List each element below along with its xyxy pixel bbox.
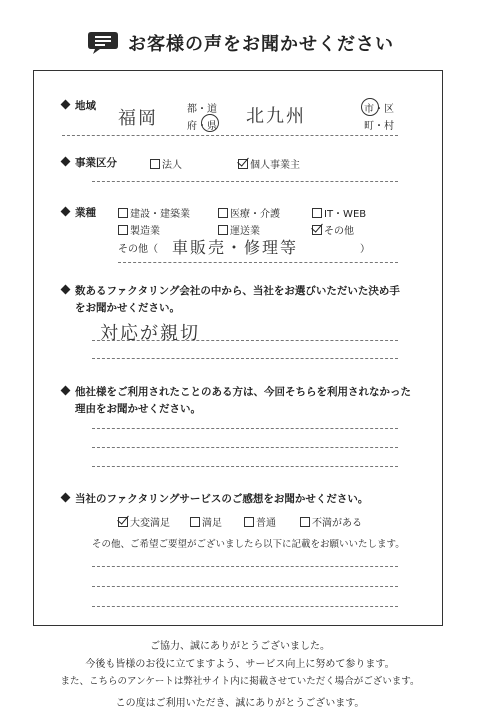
q-other-heading: 他社様をご利用されたことのある方は、今回そちらを利用されなかった <box>62 384 432 399</box>
other-line-1 <box>92 428 398 429</box>
other-line-3 <box>92 466 398 467</box>
city-suffix-top: 市・区 <box>364 104 394 115</box>
region-line <box>62 135 398 136</box>
prefecture-handwritten[interactable]: 福岡 <box>118 108 158 129</box>
pref-suffix-bottom: 府・県 <box>187 121 217 132</box>
q-other-heading-2: 理由をお聞かせください。 <box>75 403 201 415</box>
satisfaction-note: その他、ご希望ご要望がございましたら以下に記載をお願いいたします。 <box>92 539 405 550</box>
city-suffix-bottom: 町・村 <box>364 121 394 132</box>
business-type-heading: 事業区分 <box>62 155 117 170</box>
checkbox[interactable] <box>312 208 322 218</box>
option-very-satisfied[interactable]: 大変満足 <box>118 514 170 529</box>
selected-shi-circle <box>361 98 379 116</box>
option-dissatisfied[interactable]: 不満がある <box>300 514 362 529</box>
q-reason-heading-2: をお聞かせください。 <box>75 302 180 314</box>
diamond-bullet-icon <box>61 386 71 396</box>
option-sole-proprietor[interactable]: 個人事業主 <box>238 156 300 171</box>
checkbox[interactable] <box>218 208 228 218</box>
diamond-bullet-icon <box>61 157 71 167</box>
checkbox[interactable] <box>218 225 228 235</box>
footer-closing: この度はご利用いただき、誠にありがとうございます。 <box>115 698 365 709</box>
header <box>0 30 480 60</box>
comment-line-1 <box>92 566 398 567</box>
checkbox[interactable] <box>118 225 128 235</box>
checkbox[interactable] <box>244 517 254 527</box>
option-manufacturing[interactable]: 製造業 <box>118 222 160 237</box>
reason-answer-handwritten[interactable]: 対応が親切 <box>100 323 200 344</box>
other-prefix: その他（ <box>118 244 158 255</box>
comment-line-2 <box>92 586 398 587</box>
checkbox[interactable] <box>190 517 200 527</box>
checkbox[interactable] <box>300 517 310 527</box>
checkbox[interactable] <box>118 208 128 218</box>
checkbox-checked[interactable] <box>238 159 248 169</box>
footer-thanks: ご協力、誠にありがとうございました。 <box>150 641 330 652</box>
diamond-bullet-icon <box>61 207 71 217</box>
diamond-bullet-icon <box>61 493 71 503</box>
option-construction[interactable]: 建設・建築業 <box>118 205 190 220</box>
option-satisfied[interactable]: 満足 <box>190 514 222 529</box>
other-handwritten[interactable]: 車販売・修理等 <box>172 238 299 257</box>
comment-line-3 <box>92 606 398 607</box>
diamond-bullet-icon <box>61 100 71 110</box>
diamond-bullet-icon <box>61 285 71 295</box>
city-handwritten[interactable]: 北九州 <box>246 106 306 127</box>
option-transport[interactable]: 運送業 <box>218 222 260 237</box>
selected-ken-circle <box>201 114 219 132</box>
option-medical[interactable]: 医療・介護 <box>218 205 280 220</box>
footer-publish-note: また、こちらのアンケートは弊社サイト内に掲載させていただく場合がございます。 <box>60 676 420 687</box>
other-suffix: ） <box>360 244 370 255</box>
reason-line-2 <box>92 358 398 359</box>
industry-line <box>118 262 398 263</box>
page-title-wrap <box>86 30 394 56</box>
speech-bubble-icon <box>86 30 120 56</box>
q-reason-heading: 数あるファクタリング会社の中から、当社をお選びいただいた決め手 <box>62 283 432 298</box>
business-type-line <box>92 181 398 182</box>
q-satisfaction-heading: 当社のファクタリングサービスのご感想をお聞かせください。 <box>62 491 432 506</box>
page-title: お客様の声をお聞かせください <box>128 34 394 55</box>
checkbox-checked[interactable] <box>312 225 322 235</box>
option-corporation[interactable]: 法人 <box>150 156 182 171</box>
checkbox[interactable] <box>150 159 160 169</box>
option-other[interactable]: その他 <box>312 222 354 237</box>
industry-heading: 業種 <box>62 205 96 220</box>
region-heading: 地域 <box>62 98 96 113</box>
checkbox-checked[interactable] <box>118 517 128 527</box>
pref-suffix-top: 都・道 <box>187 104 217 115</box>
footer-improve: 今後も皆様のお役に立てますよう、サービス向上に努めて参ります。 <box>85 659 395 670</box>
other-line-2 <box>92 447 398 448</box>
reason-line-1 <box>92 340 398 341</box>
option-it-web[interactable]: IT・WEB <box>312 205 366 220</box>
option-normal[interactable]: 普通 <box>244 514 276 529</box>
